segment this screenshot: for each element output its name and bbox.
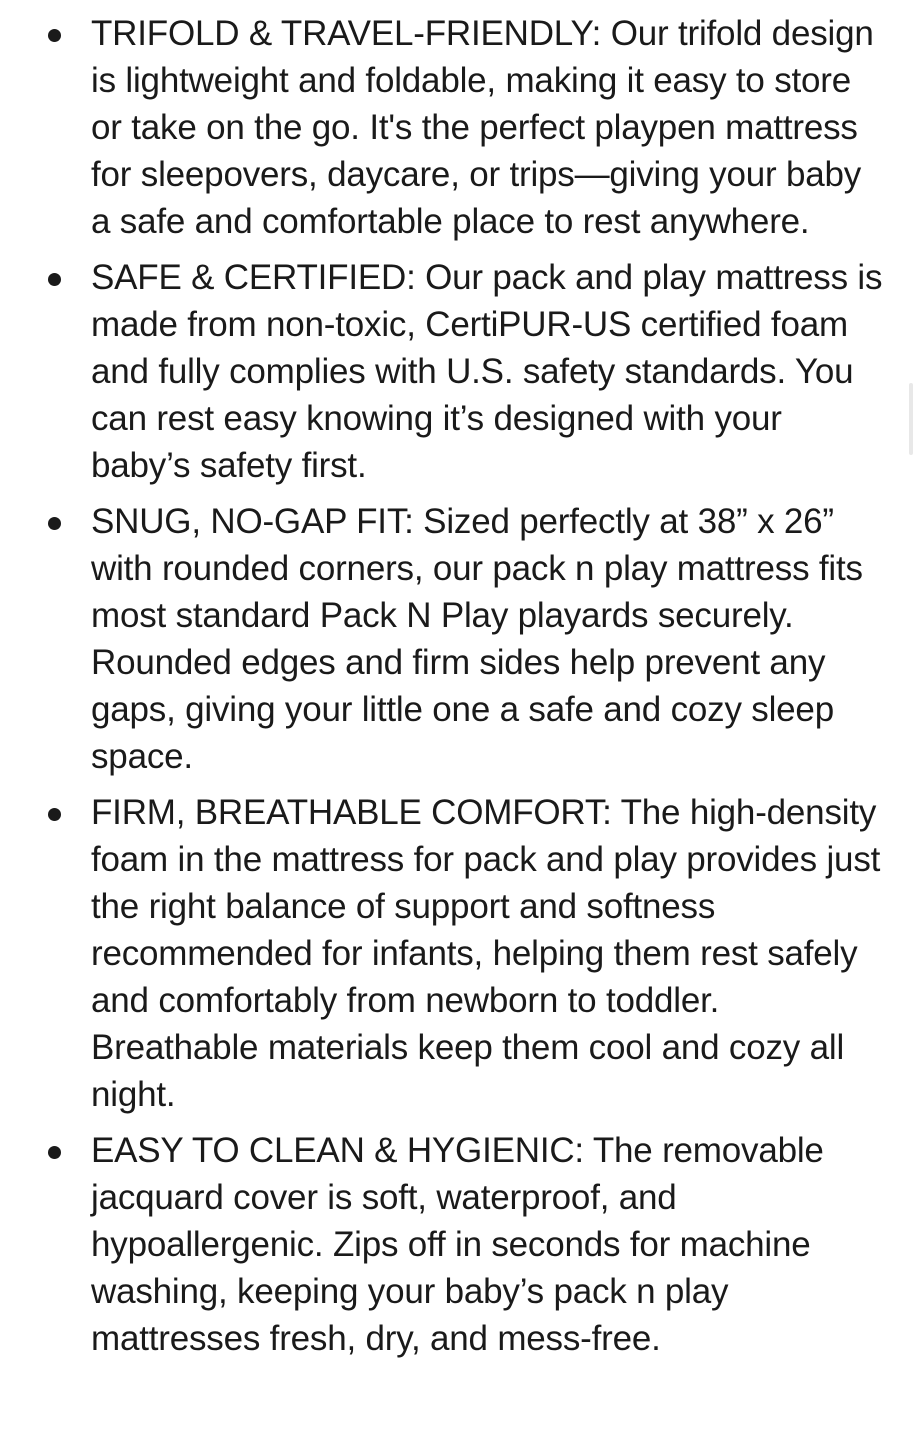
bullet-text: EASY TO CLEAN & HYGIENIC: The removable jacquard cover is soft, waterproof, and hypoallergenic. Zips off in seconds for machine washing, keeping your baby’s pack n play mattresses fresh, dry, and mess-free.	[91, 1131, 824, 1358]
bullet-dot-icon	[48, 1146, 61, 1159]
bullet-dot-icon	[48, 273, 61, 286]
bullet-text: SNUG, NO-GAP FIT: Sized perfectly at 38” x 26” with rounded corners, our pack n play mattress fits most standard Pack N Play playards securely. Rounded edges and firm sides help prevent any gaps, giving your little one a safe and cozy sleep space.	[91, 502, 863, 776]
scrollbar-thumb[interactable]	[909, 383, 913, 455]
bullet-text: SAFE & CERTIFIED: Our pack and play mattress is made from non-toxic, CertiPUR-US certified foam and fully complies with U.S. safety standards. You can rest easy knowing it’s designed with your baby’s safety first.	[91, 258, 883, 485]
feature-bullet-safe-certified	[0, 254, 919, 489]
feature-bullet-snug-fit	[0, 498, 919, 780]
feature-bullet-list	[0, 10, 919, 1371]
bullet-dot-icon	[48, 517, 61, 530]
feature-bullet-trifold	[0, 10, 919, 245]
feature-bullet-easy-clean	[0, 1127, 919, 1362]
bullet-dot-icon	[48, 808, 61, 821]
bullet-text: FIRM, BREATHABLE COMFORT: The high-density foam in the mattress for pack and play provides just the right balance of support and softness recommended for infants, helping them rest safely and comfortably from newborn to toddler. Breathable materials keep them cool and cozy all night.	[91, 793, 881, 1114]
feature-bullet-firm-comfort	[0, 789, 919, 1118]
bullet-text: TRIFOLD & TRAVEL-FRIENDLY: Our trifold design is lightweight and foldable, making it easy to store or take on the go. It's the perfect playpen mattress for sleepovers, daycare, or trips—giving your baby a safe and comfortable place to rest anywhere.	[91, 14, 874, 241]
bullet-dot-icon	[48, 29, 61, 42]
